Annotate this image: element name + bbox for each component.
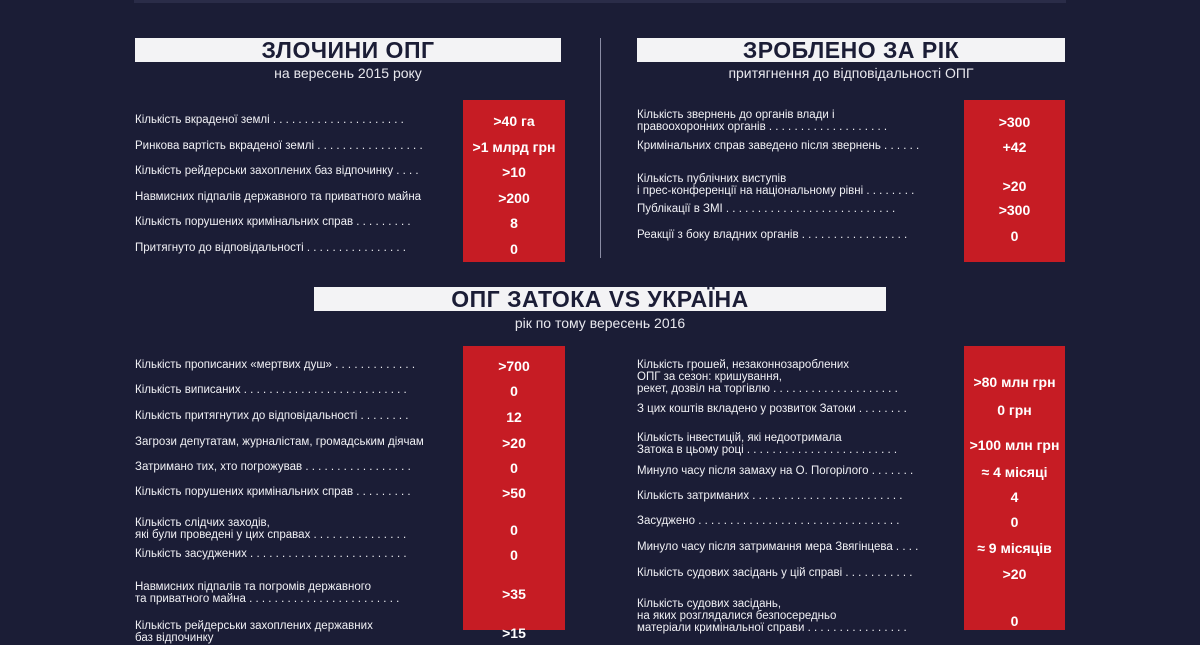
table-row — [637, 483, 1065, 509]
row-label-line: Кількість судових засідань у цій справі . . . . . . . . . . . — [637, 567, 913, 579]
table-row — [637, 133, 1065, 159]
table-row — [135, 184, 565, 210]
row-label — [135, 581, 453, 605]
table-row — [135, 429, 565, 455]
row-label — [135, 620, 453, 644]
row-label-line: та приватного майна . . . . . . . . . . . . . . . . . . . . . . . . — [135, 593, 400, 605]
table-row — [135, 403, 565, 429]
row-value: ≈ 4 місяці — [981, 464, 1048, 480]
section1-title: ЗЛОЧИНИ ОПГ — [135, 38, 561, 62]
row-label — [637, 173, 955, 197]
row-value: 0 грн — [997, 402, 1032, 418]
row-label-line: Минуло часу після замаху на О. Погорілого . . . . . . . — [637, 465, 914, 477]
row-label — [637, 490, 955, 502]
row-label-line: Навмисних підпалів державного та приватного майна — [135, 191, 422, 203]
row-value: 8 — [510, 215, 518, 231]
row-label — [135, 548, 453, 560]
table-row — [637, 598, 1065, 634]
row-value: 0 — [1010, 613, 1019, 629]
row-label-line: Кількість затриманих . . . . . . . . . . . . . . . . . . . . . . . . — [637, 490, 903, 502]
table-row — [637, 396, 1065, 422]
row-label-line: Кількість інвестицій, які недоотримала — [637, 432, 842, 444]
row-value: 0 — [1010, 514, 1019, 530]
row-label — [135, 242, 453, 254]
row-label — [637, 359, 955, 395]
row-value: 12 — [506, 409, 522, 425]
table-row — [135, 454, 565, 480]
table-row — [637, 359, 1065, 395]
table-row — [135, 580, 565, 606]
row-label — [637, 598, 955, 634]
row-value: >15 — [502, 625, 526, 641]
row-label — [637, 567, 955, 579]
row-label-line: Навмисних підпалів та погромів державного — [135, 581, 372, 593]
row-label-line: Реакції з боку владних органів . . . . . . . . . . . . . . . . . — [637, 229, 908, 241]
row-label-line: Кількість звернень до органів влади і — [637, 109, 835, 121]
row-value: ≈ 9 місяців — [977, 540, 1052, 556]
row-label-line: Кількість засуджених . . . . . . . . . . . . . . . . . . . . . . . . . — [135, 548, 407, 560]
row-label — [135, 486, 453, 498]
table-row — [637, 172, 1065, 198]
row-label-line: ОПГ за сезон: кришування, — [637, 371, 782, 383]
row-label-line: З цих коштів вкладено у розвиток Затоки . . . . . . . . — [637, 403, 907, 415]
row-label-line: які були проведені у цих справах . . . . . . . . . . . . . . . — [135, 529, 407, 541]
top-rule — [134, 0, 1066, 3]
row-value: 0 — [510, 522, 518, 538]
row-label-line: Кількість прописаних «мертвих душ» . . . . . . . . . . . . . — [135, 359, 416, 371]
row-label-line: Кількість порушених кримінальних справ . . . . . . . . . — [135, 216, 411, 228]
table-row — [135, 619, 565, 645]
row-value: 0 — [510, 547, 518, 563]
row-label-line: Публікації в ЗМІ . . . . . . . . . . . . . . . . . . . . . . . . . . . — [637, 203, 896, 215]
row-value: 0 — [510, 383, 518, 399]
row-label — [637, 403, 955, 415]
row-label — [135, 461, 453, 473]
row-value: 0 — [510, 460, 518, 476]
row-label-line: баз відпочинку — [135, 632, 214, 644]
row-value: >300 — [998, 202, 1031, 218]
table-row — [135, 516, 565, 542]
row-label-line: Затока в цьому році . . . . . . . . . . . . . . . . . . . . . . . . — [637, 444, 898, 456]
table-row — [637, 560, 1065, 586]
table-row — [135, 107, 565, 133]
row-label-line: Кількість притягнутих до відповідальності . . . . . . . . — [135, 410, 409, 422]
row-label-line: Кількість слідчих заходів, — [135, 517, 270, 529]
table-row — [135, 479, 565, 505]
row-value: >10 — [502, 164, 526, 180]
table-row — [135, 133, 565, 159]
row-value: 0 — [510, 241, 518, 257]
section2-subtitle: притягнення до відповідальності ОПГ — [728, 65, 974, 81]
table-row — [637, 431, 1065, 457]
row-label — [135, 165, 453, 177]
row-value: 0 — [1010, 228, 1019, 244]
section1-subtitle: на вересень 2015 року — [274, 65, 422, 81]
row-value: 4 — [1010, 489, 1019, 505]
table-row — [135, 377, 565, 403]
row-label-line: Ринкова вартість вкраденої землі . . . . . . . . . . . . . . . . . — [135, 140, 423, 152]
section3-title: ОПГ ЗАТОКА VS УКРАЇНА — [314, 287, 886, 311]
table-row — [637, 534, 1065, 560]
row-label-line: рекет, дозвіл на торгівлю . . . . . . . . . . . . . . . . . . . . — [637, 383, 898, 395]
row-label-line: Минуло часу після затримання мера Звягінцева . . . . — [637, 541, 919, 553]
row-label-line: на яких розглядалися безпосередньо — [637, 610, 837, 622]
row-label-line: Притягнуто до відповідальності . . . . . . . . . . . . . . . . — [135, 242, 406, 254]
row-label-line: Кількість публічних виступів — [637, 173, 787, 185]
row-value: >40 га — [493, 113, 535, 129]
row-label-line: правоохоронних органів . . . . . . . . . . . . . . . . . . . — [637, 121, 888, 133]
row-value: +42 — [1002, 139, 1027, 155]
table-row — [637, 222, 1065, 248]
row-label — [637, 515, 955, 527]
row-label — [637, 109, 955, 133]
row-label-line: Кримінальних справ заведено після звернень . . . . . . — [637, 140, 920, 152]
row-label — [637, 432, 955, 456]
row-label-line: Загрози депутатам, журналістам, громадським діячам — [135, 436, 424, 448]
row-label-line: Кількість грошей, незаконнозароблених — [637, 359, 850, 371]
row-value: >35 — [502, 586, 526, 602]
row-label — [135, 517, 453, 541]
column-divider — [600, 38, 601, 258]
row-label — [637, 229, 955, 241]
row-label — [135, 436, 453, 448]
row-label-line: Затримано тих, хто погрожував . . . . . . . . . . . . . . . . . — [135, 461, 411, 473]
table-row — [135, 158, 565, 184]
table-row — [637, 108, 1065, 134]
row-label-line: матеріали кримінальної справи . . . . . . . . . . . . . . . . — [637, 622, 907, 634]
table-row — [135, 352, 565, 378]
row-label-line: Кількість судових засідань, — [637, 598, 782, 610]
table-row — [135, 235, 565, 261]
row-value: >80 млн грн — [973, 374, 1056, 390]
row-value: >300 — [998, 114, 1031, 130]
table-row — [135, 541, 565, 567]
row-label — [637, 465, 955, 477]
row-label — [637, 140, 955, 152]
row-value: >1 млрд грн — [472, 139, 556, 155]
table-row — [637, 508, 1065, 534]
row-label — [637, 541, 955, 553]
row-label — [135, 359, 453, 371]
row-label — [135, 384, 453, 396]
row-label — [135, 114, 453, 126]
row-label-line: Кількість порушених кримінальних справ . . . . . . . . . — [135, 486, 411, 498]
row-value: >50 — [502, 485, 526, 501]
row-label-line: Засуджено . . . . . . . . . . . . . . . . . . . . . . . . . . . . . . . . — [637, 515, 900, 527]
row-label — [135, 140, 453, 152]
section2-title: ЗРОБЛЕНО ЗА РІК — [637, 38, 1065, 62]
section3-subtitle: рік по тому вересень 2016 — [514, 315, 686, 331]
row-value: >200 — [498, 190, 530, 206]
row-label-line: Кількість рейдерськи захоплених державних — [135, 620, 373, 632]
table-row — [135, 209, 565, 235]
row-value: >20 — [1002, 566, 1027, 582]
row-label — [135, 410, 453, 422]
row-value: >700 — [498, 358, 530, 374]
row-value: >20 — [1002, 178, 1027, 194]
row-label-line: Кількість виписаних . . . . . . . . . . . . . . . . . . . . . . . . . . — [135, 384, 407, 396]
table-row — [637, 458, 1065, 484]
row-label — [637, 203, 955, 215]
row-value: >100 млн грн — [969, 437, 1060, 453]
row-label — [135, 191, 453, 203]
row-label-line: Кількість вкраденої землі . . . . . . . . . . . . . . . . . . . . . — [135, 114, 404, 126]
row-label-line: і прес-конференції на національному рівні . . . . . . . . — [637, 185, 915, 197]
row-label-line: Кількість рейдерськи захоплених баз відпочинку . . . . — [135, 165, 419, 177]
row-label — [135, 216, 453, 228]
row-value: >20 — [502, 435, 526, 451]
table-row — [637, 196, 1065, 222]
